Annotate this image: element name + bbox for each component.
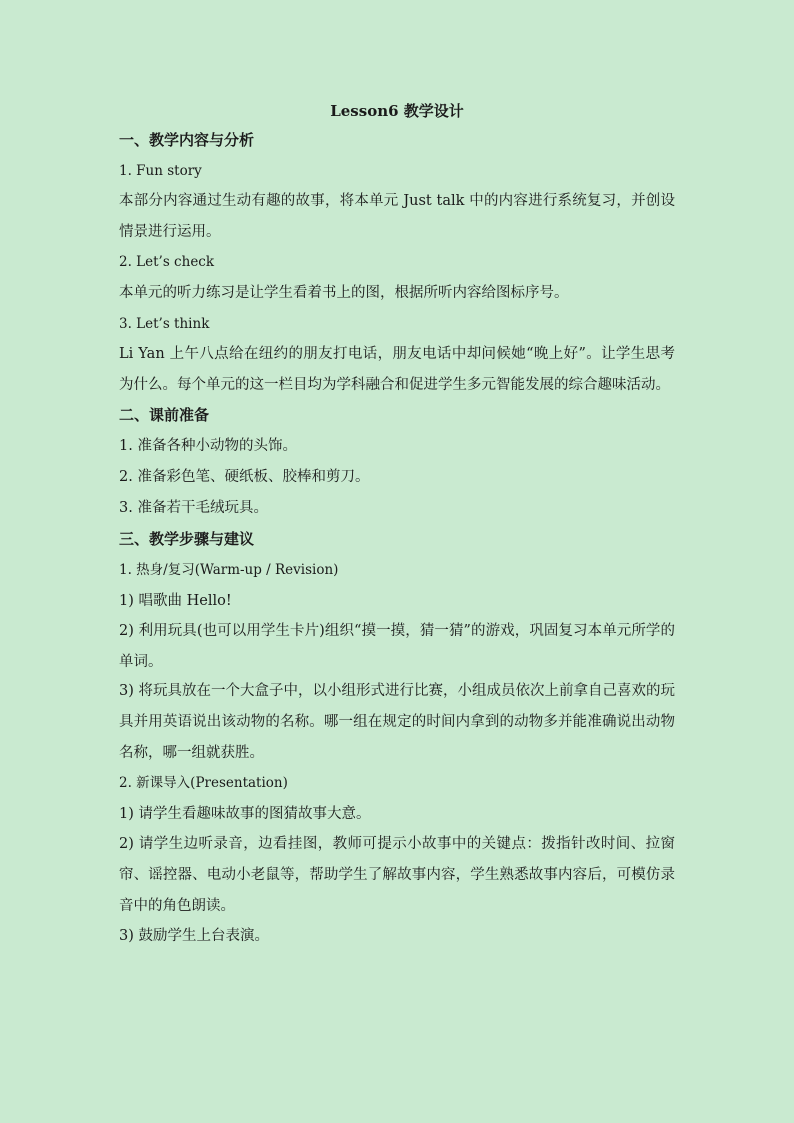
step-item: 3) 将玩具放在一个大盒子中，以小组形式进行比赛，小组成员依次上前拿自己喜欢的玩具并用英语说出该动物的名称。哪一组在规定的时间内拿到的动物多并能准确说出动物名称，哪一组就获胜。 xyxy=(119,683,675,761)
step-item: 1) 唱歌曲 Hello! xyxy=(119,593,232,609)
item-text-fun-story: 本部分内容通过生动有趣的故事，将本单元 Just talk 中的内容进行系统复习，并创设情景进行运用。 xyxy=(119,193,675,240)
step-item: 3) 鼓励学生上台表演。 xyxy=(119,928,269,944)
document-page xyxy=(119,100,675,956)
document-title: Lesson6 教学设计 xyxy=(330,102,464,120)
step-item: 1) 请学生看趣味故事的图猜故事大意。 xyxy=(119,806,371,822)
step-label-warm-up: 1. 热身/复习(Warm-up / Revision) xyxy=(119,562,339,578)
item-text-lets-check: 本单元的听力练习是让学生看着书上的图，根据所听内容给图标序号。 xyxy=(119,285,569,301)
prep-item: 2. 准备彩色笔、硬纸板、胶棒和剪刀。 xyxy=(119,469,370,485)
step-label-presentation: 2. 新课导入(Presentation) xyxy=(119,775,288,791)
step-item: 2) 请学生边听录音，边看挂图，教师可提示小故事中的关键点：拨指针改时间、拉窗帘、谣控器、电动小老鼠等，帮助学生了解故事内容，学生熟悉故事内容后，可模仿录音中的角色朗读。 xyxy=(119,836,675,914)
prep-item: 3. 准备若干毛绒玩具。 xyxy=(119,500,268,516)
item-label-fun-story: 1. Fun story xyxy=(119,163,202,179)
section-heading-teaching-steps: 三、教学步骤与建议 xyxy=(119,530,255,548)
item-label-lets-check: 2. Let’s check xyxy=(119,254,215,270)
prep-item: 1. 准备各种小动物的头饰。 xyxy=(119,438,297,454)
section-heading-content-analysis: 一、教学内容与分析 xyxy=(119,131,255,149)
section-heading-preparation: 二、课前准备 xyxy=(119,406,210,424)
item-text-lets-think: Li Yan 上午八点给在纽约的朋友打电话，朋友电话中却问候她“晚上好”。让学生思考为什么。每个单元的这一栏目均为学科融合和促进学生多元智能发展的综合趣味活动。 xyxy=(119,346,675,393)
item-label-lets-think: 3. Let’s think xyxy=(119,316,210,332)
step-item: 2) 利用玩具(也可以用学生卡片)组织“摸一摸，猜一猜”的游戏，巩固复习本单元所学的单词。 xyxy=(119,623,675,670)
